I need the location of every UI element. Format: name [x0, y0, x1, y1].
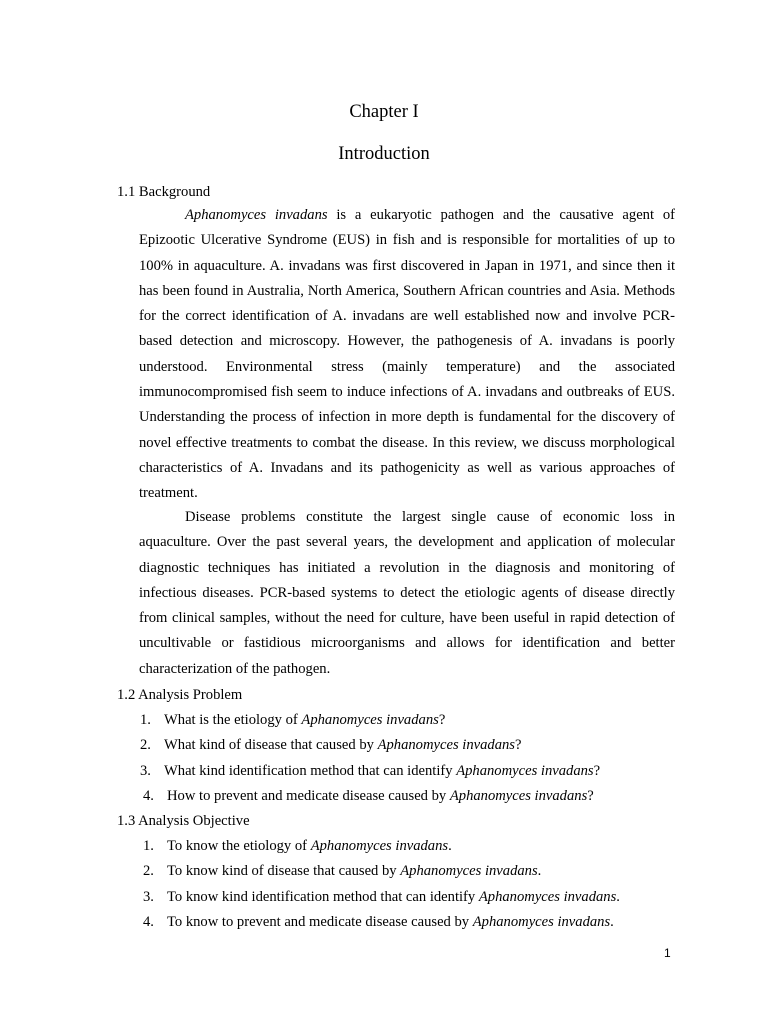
list-item: [140, 735, 600, 760]
list-item: [143, 887, 620, 912]
list-item: [140, 786, 600, 811]
list-item-text: To know kind of disease that caused by: [167, 863, 401, 880]
list-number: 2.: [140, 737, 151, 754]
species-name: Aphanomyces invadans: [456, 762, 594, 779]
list-item-end: .: [610, 913, 614, 930]
list-item-text: What is the etiology of: [164, 712, 302, 728]
chapter-title: Chapter I: [349, 102, 419, 122]
list-item-text: How to prevent and medicate disease caused by: [167, 787, 450, 804]
list-item-end: .: [448, 838, 452, 854]
list-number: 2.: [143, 863, 154, 880]
section-heading-problem: 1.2 Analysis Problem: [117, 687, 243, 703]
species-name: Aphanomyces invadans: [478, 888, 617, 905]
list-item: [143, 912, 620, 937]
list-item-end: .: [616, 888, 620, 905]
list-number: 4.: [143, 787, 154, 804]
species-name: Aphanomyces invadans: [310, 838, 449, 854]
list-item-text: To know to prevent and medicate disease caused by: [167, 913, 473, 930]
list-item: [140, 710, 600, 735]
species-name: Aphanomyces invadans: [400, 863, 538, 880]
list-item-text: What kind of disease that caused by: [164, 737, 378, 754]
list-number: 1.: [143, 838, 154, 854]
problem-list: [140, 710, 600, 811]
list-item: [143, 861, 620, 886]
list-item-text: What kind identification method that can identify: [164, 762, 457, 779]
list-number: 3.: [140, 762, 151, 779]
list-item-end: ?: [587, 787, 594, 804]
list-item-end: ?: [438, 712, 446, 728]
section-heading-objective: 1.3 Analysis Objective: [117, 813, 250, 829]
paragraph-text: is a eukaryotic pathogen and the causative agent of Epizootic Ulcerative Syndrome (EUS) in fish and is responsible for mortalities of up to 100% in aquaculture. A. invadans was first discovered in Japan in 1971, and since then it has been found in Australia, North America, Southern African countries and Asia. Methods for the correct identification of A. invadans are well established now and involve PCR-based detection and microscopy. However, the pathogenesis of A. invadans is poorly understood. Environmental stress (mainly temperature) and the associated immunocompromised fish seem to induce infections of A. invadans and outbreaks of EUS. Understanding the process of infection in more depth is fundamental for the discovery of novel effective treatments to combat the disease. In this review, we discuss morphological characteristics of A. Invadans and its pathogenicity as well as various approaches of treatment.: [139, 207, 675, 502]
paragraph-text: Disease problems constitute the largest single cause of economic loss in aquaculture. Over the past several years, the development and application of molecular diagnostic techniques has initiated a revolution in the diagnosis and monitoring of infectious diseases. PCR-based systems to detect the etiologic agents of disease directly from clinical samples, without the need for culture, have been useful in rapid detection of uncultivable or fastidious microorganisms and allows for identification and better characterization of the pathogen.: [139, 509, 675, 677]
species-name: Aphanomyces invadans: [185, 207, 328, 223]
list-item-end: ?: [593, 762, 601, 779]
list-item: [140, 761, 600, 786]
list-item-end: .: [537, 863, 542, 880]
list-number: 1.: [140, 712, 151, 728]
species-name: Aphanomyces invadans: [301, 712, 439, 728]
background-paragraph-2: [139, 505, 675, 682]
objective-list: [143, 836, 620, 937]
list-item-end: ?: [514, 737, 522, 754]
species-name: Aphanomyces invadans: [472, 913, 611, 930]
page-number: 1: [664, 946, 671, 960]
list-item-text: To know kind identification method that can identify: [167, 888, 479, 905]
list-number: 3.: [143, 888, 154, 905]
background-paragraph-1: [139, 203, 675, 507]
list-item: [143, 836, 620, 861]
list-item-text: To know the etiology of: [167, 838, 311, 854]
species-name: Aphanomyces invadans: [377, 737, 515, 754]
chapter-subtitle: Introduction: [338, 144, 430, 164]
section-heading-background: 1.1 Background: [117, 184, 211, 200]
species-name: Aphanomyces invadans: [449, 787, 588, 804]
list-number: 4.: [143, 913, 154, 930]
